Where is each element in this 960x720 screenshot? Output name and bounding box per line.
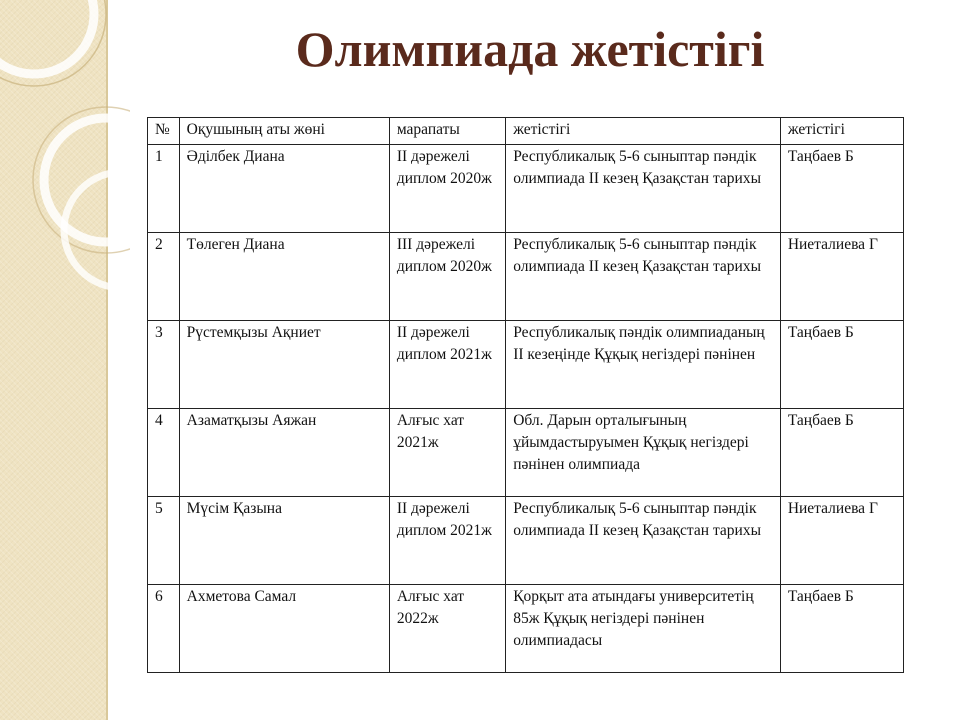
header-number: № <box>148 118 180 145</box>
cell-student-name: Әділбек Диана <box>179 145 389 233</box>
decorative-circles <box>0 0 130 320</box>
cell-award: Алғыс хат 2022ж <box>389 585 505 673</box>
table-row <box>148 321 904 409</box>
cell-award: ІІ дәрежелі диплом 2021ж <box>389 497 505 585</box>
header-achievement: жетістігі <box>506 118 781 145</box>
cell-achievement: Республикалық пәндік олимпиаданың ІІ кезеңінде Құқық негіздері пәнінен <box>506 321 781 409</box>
cell-number: 5 <box>148 497 180 585</box>
achievements-table <box>147 117 904 673</box>
header-student-name: Оқушының аты жөні <box>179 118 389 145</box>
cell-student-name: Рүстемқызы Ақниет <box>179 321 389 409</box>
cell-teacher: Ниеталиева Г <box>780 233 903 321</box>
cell-award: ІІ дәрежелі диплом 2021ж <box>389 321 505 409</box>
table-row <box>148 233 904 321</box>
cell-number: 1 <box>148 145 180 233</box>
table-row <box>148 409 904 497</box>
cell-number: 6 <box>148 585 180 673</box>
cell-award: ІІ дәрежелі диплом 2020ж <box>389 145 505 233</box>
cell-award: ІІІ дәрежелі диплом 2020ж <box>389 233 505 321</box>
cell-student-name: Төлеген Диана <box>179 233 389 321</box>
slide-title: Олимпиада жетістігі <box>295 21 765 77</box>
cell-number: 2 <box>148 233 180 321</box>
header-teacher: жетістігі <box>780 118 903 145</box>
cell-number: 3 <box>148 321 180 409</box>
cell-number: 4 <box>148 409 180 497</box>
table-header-row <box>148 118 904 145</box>
cell-student-name: Азаматқызы Аяжан <box>179 409 389 497</box>
cell-achievement: Республикалық 5-6 сыныптар пәндік олимпиада ІІ кезең Қазақстан тарихы <box>506 497 781 585</box>
cell-teacher: Таңбаев Б <box>780 321 903 409</box>
table-row <box>148 497 904 585</box>
cell-achievement: Қорқыт ата атындағы университетің 85ж Құқық негіздері пәнінен олимпиадасы <box>506 585 781 673</box>
cell-achievement: Республикалық 5-6 сыныптар пәндік олимпиада ІІ кезең Қазақстан тарихы <box>506 233 781 321</box>
cell-teacher: Таңбаев Б <box>780 409 903 497</box>
cell-achievement: Обл. Дарын орталығының ұйымдастыруымен Құқық негіздері пәнінен олимпиада <box>506 409 781 497</box>
cell-achievement: Республикалық 5-6 сыныптар пәндік олимпиада ІІ кезең Қазақстан тарихы <box>506 145 781 233</box>
table-row <box>148 145 904 233</box>
cell-teacher: Ниеталиева Г <box>780 497 903 585</box>
cell-teacher: Таңбаев Б <box>780 585 903 673</box>
table-row <box>148 585 904 673</box>
cell-award: Алғыс хат 2021ж <box>389 409 505 497</box>
decor-circle-top <box>0 0 94 74</box>
cell-student-name: Мүсім Қазына <box>179 497 389 585</box>
cell-teacher: Таңбаев Б <box>780 145 903 233</box>
header-award: марапаты <box>389 118 505 145</box>
cell-student-name: Ахметова Самал <box>179 585 389 673</box>
